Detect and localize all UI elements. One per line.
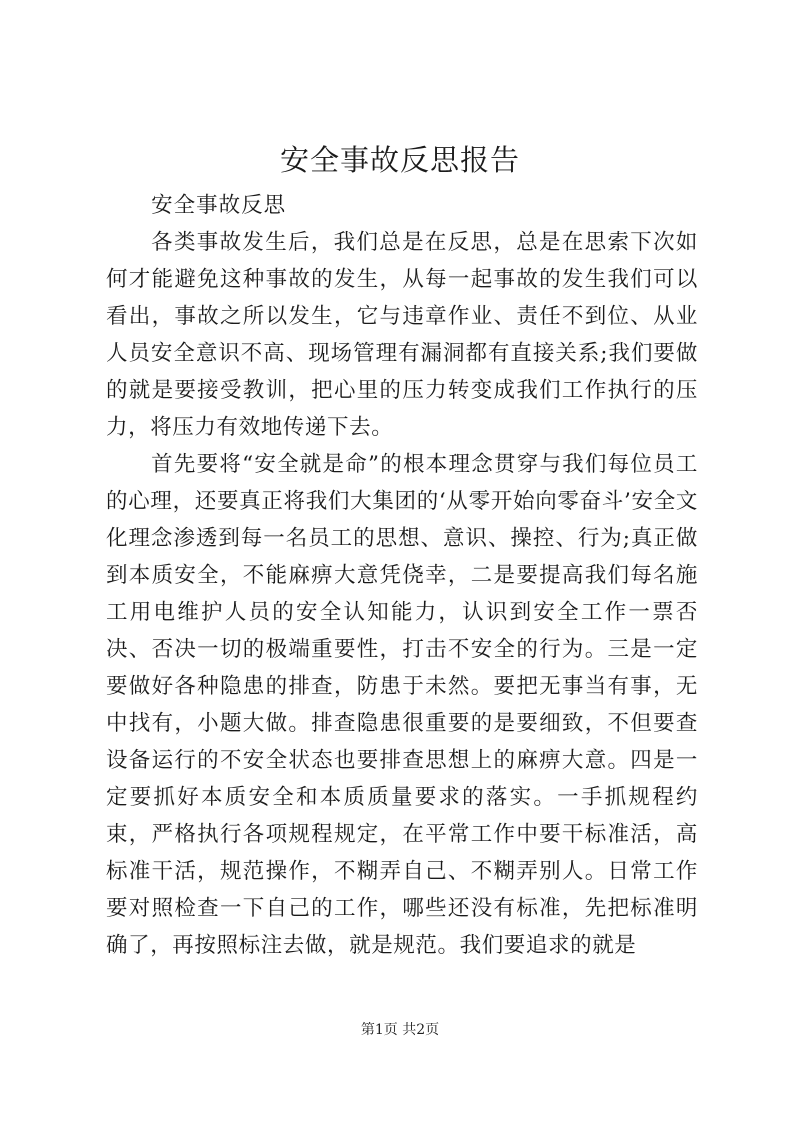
document-subheading: 安全事故反思 xyxy=(151,193,287,218)
document-body xyxy=(106,187,698,964)
paragraph-1: 各类事故发生后，我们总是在反思，总是在思索下次如何才能避免这种事故的发生，从每一起事故的发生我们可以看出，事故之所以发生，它与违章作业、责任不到位、从业人员安全意识不高、现场管理有漏洞都有直接关系;我们要做的就是要接受教训，把心里的压力转变成我们工作执行的压力，将压力有效地传递下去。 xyxy=(106,230,698,440)
document-title: 安全事故反思报告 xyxy=(279,143,520,177)
paragraph-2: 首先要将“安全就是命”的根本理念贯穿与我们每位员工的心理，还要真正将我们大集团的‘从零开始向零奋斗’安全文化理念渗透到每一名员工的思想、意识、操控、行为;真正做到本质安全，不能麻痹大意凭侥幸，二是要提高我们每名施工用电维护人员的安全认知能力，认识到安全工作一票否决、否决一切的极端重要性，打击不安全的行为。三是一定要做好各种隐患的排查，防患于未然。要把无事当有事，无中找有，小题大做。排查隐患很重要的是要细致，不但要查设备运行的不安全状态也要排查思想上的麻痹大意。四是一定要抓好本质安全和本质质量要求的落实。一手抓规程约束，严格执行各项规程规定，在平常工作中要干标准活，高标准干活，规范操作，不糊弄自己、不糊弄别人。日常工作要对照检查一下自己的工作，哪些还没有标准，先把标准明确了，再按照标注去做，就是规范。我们要追求的就是 xyxy=(106,452,698,958)
page-footer: 第1页 共2页 xyxy=(360,1022,440,1038)
